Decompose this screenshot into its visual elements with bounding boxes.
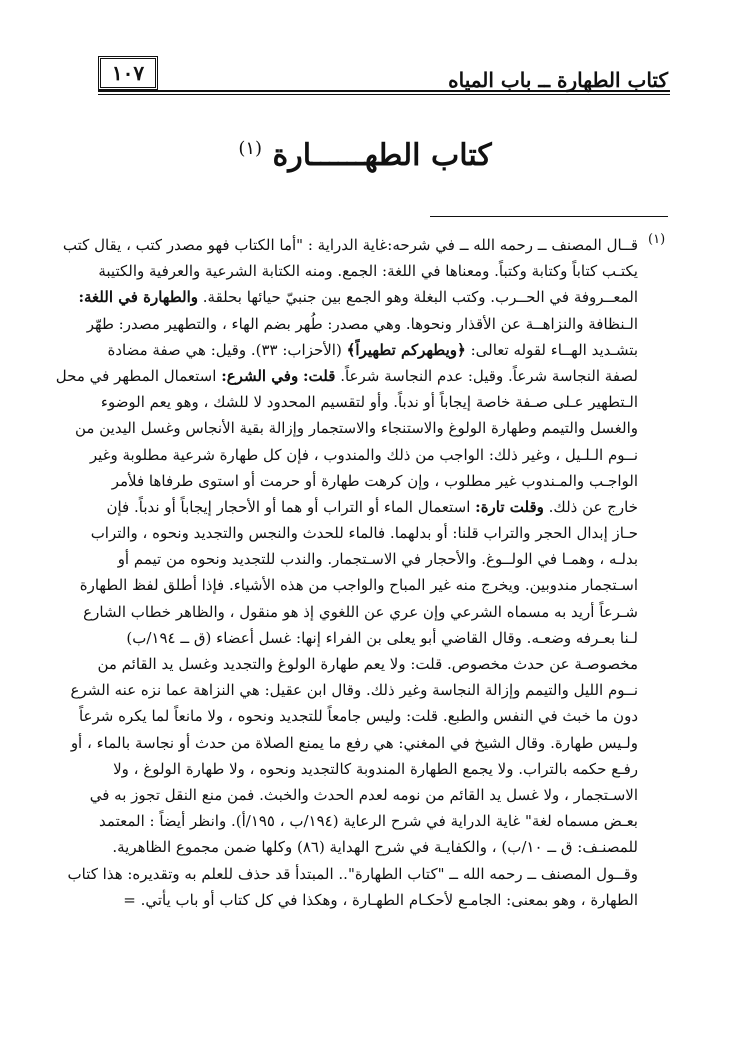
header-rule: [98, 90, 670, 95]
footnote-line: شـرعاً أريد به مسماه الشرعي وإن عري عن اللغوي إذ هو منقول ، والظاهر خطاب الشارع: [83, 602, 638, 621]
footnote-line: [104, 494, 638, 520]
footnote-marker: (١): [648, 232, 666, 247]
footnote-line: نــوم الـلـيل ، وغير ذلك: الواجب من ذلك والمندوب ، فإن كل طهارة شرعية مطلوبة وغير: [89, 445, 638, 464]
footnote-line: بدلـه ، وهمـا في الولــوغ. والأحجار في الاسـتجمار. والندب للتجديد ونحوه من تيمم أو: [117, 550, 638, 569]
footnote-line: يكتـب كتاباً وكتابة وكتباً. ومعناها في اللغة: الجمع. ومنه الكتابة الشرعية والعرفية والكتيبة: [98, 262, 638, 281]
footnote-line: الواجـب والمـندوب غير مطلوب ، وإن كرهت طهارة أو حرمت أو استوى طرفاها فلأمر: [111, 471, 638, 490]
footnote-line: مخصوصـة عن حدث مخصوص. قلت: ولا يعم طهارة الولوغ والتجديد وغسل يد القائم من: [97, 655, 638, 673]
bold-term: والطهارة في اللغة:: [78, 288, 198, 307]
page-number-box: [98, 56, 158, 90]
footnote-line: والغسل والتيمم وطهارة الولوغ والاستنجاء والاستجمار وإزالة بقية الأنجاس وغسل اليدين من: [75, 419, 638, 438]
bold-term: وفي الشرع:: [221, 366, 299, 385]
chapter-title: [0, 138, 730, 173]
footnote-line: وقــول المصنف ــ رحمه الله ــ "كتاب الطهارة".. المبتدأ قد حذف للعلم به وتقديره: هذا كتاب: [67, 864, 638, 883]
footnote-line: دون ما خبث في النفس والطبع. قلت: وليس جامعاً للتجديد ونحوه ، ولا مانعاً لما يكره شرعاً: [78, 707, 638, 726]
page-number: ١٠٧: [111, 61, 145, 85]
footnote-separator: [430, 216, 668, 217]
running-head: كتاب الطهارة ــ باب المياه: [448, 68, 668, 92]
chapter-footnote-ref: (١): [238, 138, 263, 159]
footnote-body: [55, 232, 638, 913]
footnote-line: [78, 284, 638, 310]
footnote-line: الـتطهير عـلى صـفة خاصة إيجاباً أو ندباً. وأو لتقسيم المحدود لا للشك ، وهو يعم الوضوء: [100, 393, 638, 412]
footnote-text: استعمال المطهر في محل: [55, 366, 217, 385]
footnote-line: بعـض مسماه لغة" غاية الدراية في شرح الرعاية (١٩٤/ب ، ١٩٥/أ). وانظر أيضاً : المعتمد: [99, 812, 638, 831]
footnote-text: المعــروفة في الحــرب. وكتب البغلة وهو الجمع بين جنبيّ حيائها بحلقة.: [202, 288, 638, 307]
footnote-line: [55, 363, 638, 389]
footnote-text: بتشـديد الهــاء لقوله تعالى:: [470, 340, 638, 359]
footnote-line: الـنظافة والنزاهــة عن الأقذار ونحوها. وهي مصدر: طُهر بضم الهاء ، والتطهير مصدر: طهّر: [86, 314, 638, 333]
footnote-line: رفـع حكمه بالتراب. ولا يجمع الطهارة المندوبة كالتجديد ونحوه ، ولا طهارة الولوغ ، ولا: [113, 759, 638, 778]
footnote-line: للمصنـف: ق ــ ١٠/ب) ، والكفايـة في شرح الهداية (٨٦) وكلها ضمن مجموع الظاهرية.: [112, 838, 638, 857]
page-header: [98, 56, 670, 96]
footnote-text: لصفة النجاسة شرعاً. وقيل: عدم النجاسة شرعاً.: [340, 366, 638, 385]
footnote-line: الاسـتجمار ، ولا غسل يد القائم من نومه لعدم الحدث والخبث. فمن منع النقل تجوز به في: [89, 785, 638, 804]
footnote-text: (الأحزاب: ٣٣). وقيل: هي صفة مضادة: [107, 340, 342, 359]
quran-verse: ﴿ويطهركم تطهيراً﴾: [346, 340, 466, 359]
bold-term: قلت:: [303, 366, 336, 385]
chapter-title-text: كتاب الطهــــــارة: [272, 138, 492, 173]
bold-term: وقلت تارة:: [475, 497, 544, 516]
footnote-line: اسـتجمار مندوبين. ويخرج منه غير المباح والواجب من هذه الأشياء. فإذا أطلق لفظ الطهارة: [79, 576, 638, 595]
footnote-text: استعمال الماء أو التراب أو هما أو الأحجار إيجاباً أو ندباً. فإن: [106, 497, 471, 516]
footnote-line: ولـيس طهارة. وقال الشيخ في المغني: هي رفع ما يمنع الصلاة من حدث أو نجاسة بالماء ، أو: [70, 733, 638, 752]
footnote-line: لـنا بعـرفه وضعـه. وقال القاضي أبو يعلى بن الفراء إنها: غسل أعضاء (ق ــ ١٩٤/ب): [126, 628, 638, 647]
footnote-line: حـاز إبدال الحجر والتراب قلنا: أو بدلهما. فالماء للحدث والنجس والتجديد ونحوه ، والتراب: [90, 524, 638, 543]
footnote-line: نــوم الليل والتيمم وإزالة النجاسة وغير ذلك. وقال ابن عقيل: هي النزاهة عما نزه عنه الشرع: [70, 681, 638, 700]
footnote-line: [104, 337, 638, 363]
footnote-line: قــال المصنف ــ رحمه الله ــ في شرحه:غاية الدراية : "أما الكتاب فهو مصدر كتب ، يقال كتب: [62, 236, 638, 254]
footnote-text: خارج عن ذلك.: [548, 497, 638, 516]
footnote-line: الطهارة ، وهو بمعنى: الجامـع لأحكـام الطهـارة ، وهكذا في كل كتاب أو باب يأتي. =: [123, 890, 638, 909]
